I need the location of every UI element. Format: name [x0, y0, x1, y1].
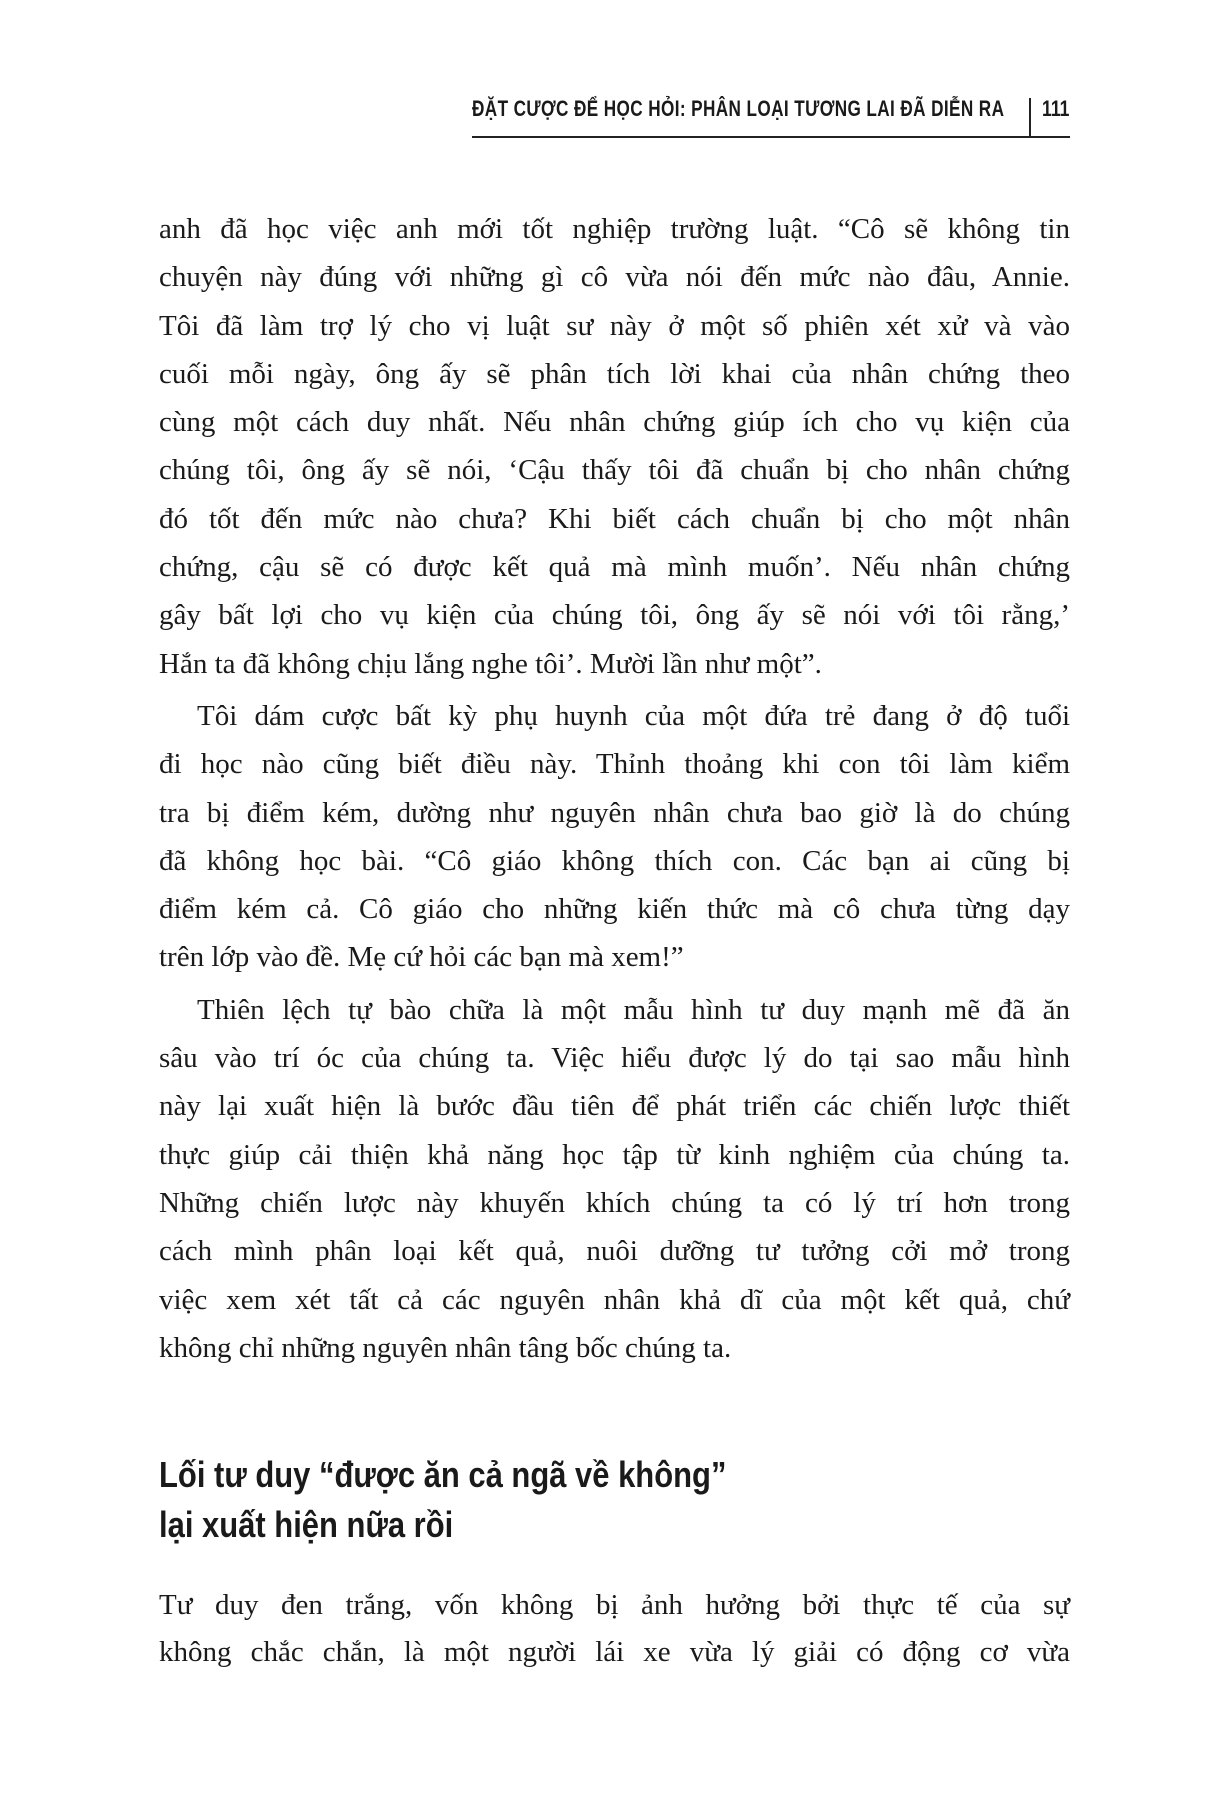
- text-line: chứng, cậu sẽ có được kết quả mà mình muốn’. Nếu nhân chứng: [159, 551, 1070, 584]
- running-header: [472, 92, 1070, 138]
- text-line: điểm kém cả. Cô giáo cho những kiến thức mà cô chưa từng dạy: [159, 893, 1070, 926]
- heading-line: lại xuất hiện nữa rồi: [159, 1504, 454, 1545]
- text-line: chuyện này đúng với những gì cô vừa nói đến mức nào đâu, Annie.: [159, 261, 1070, 294]
- text-line: thực giúp cải thiện khả năng học tập từ kinh nghiệm của chúng ta.: [159, 1138, 1070, 1171]
- text-line: Tư duy đen trắng, vốn không bị ảnh hưởng bởi thực tế của sự: [159, 1589, 1070, 1621]
- text-line: Thiên lệch tự bào chữa là một mẫu hình tư duy mạnh mẽ đã ăn: [197, 993, 1070, 1026]
- text-line: việc xem xét tất cả các nguyên nhân khả dĩ của một kết quả, chứ: [159, 1283, 1070, 1316]
- text-line: trên lớp vào đề. Mẹ cứ hỏi các bạn mà xem!”: [159, 941, 684, 974]
- text-line: gây bất lợi cho vụ kiện của chúng tôi, ông ấy sẽ nói với tôi rằng,’: [159, 599, 1070, 632]
- text-line: Tôi đã làm trợ lý cho vị luật sư này ở một số phiên xét xử và vào: [159, 309, 1070, 342]
- text-line: này lại xuất hiện là bước đầu tiên để phát triển các chiến lược thiết: [159, 1090, 1070, 1123]
- text-line: không chỉ những nguyên nhân tâng bốc chúng ta.: [159, 1331, 732, 1364]
- paragraph: [159, 986, 1070, 1372]
- text-line: anh đã học việc anh mới tốt nghiệp trường luật. “Cô sẽ không tin: [159, 213, 1070, 245]
- text-line: đã không học bài. “Cô giáo không thích con. Các bạn ai cũng bị: [159, 844, 1070, 877]
- text-line: cùng một cách duy nhất. Nếu nhân chứng giúp ích cho vụ kiện của: [159, 406, 1070, 439]
- heading-line: Lối tư duy “được ăn cả ngã về không”: [159, 1454, 727, 1495]
- section-heading: [159, 1450, 726, 1550]
- text-line: không chắc chắn, là một người lái xe vừa lý giải có động cơ vừa: [159, 1636, 1070, 1668]
- text-line: chúng tôi, ông ấy sẽ nói, ‘Cậu thấy tôi đã chuẩn bị cho nhân chứng: [159, 454, 1070, 487]
- text-line: Những chiến lược này khuyến khích chúng ta có lý trí hơn trong: [159, 1186, 1070, 1219]
- text-line: cách mình phân loại kết quả, nuôi dưỡng tư tưởng cởi mở trong: [159, 1235, 1070, 1268]
- section-paragraph: [159, 1582, 1070, 1676]
- text-line: đi học nào cũng biết điều này. Thỉnh thoảng khi con tôi làm kiểm: [159, 748, 1070, 781]
- paragraph: [159, 205, 1070, 688]
- text-line: Tôi dám cược bất kỳ phụ huynh của một đứa trẻ đang ở độ tuổi: [197, 699, 1070, 732]
- paragraph: [159, 692, 1070, 982]
- header-separator: [1029, 98, 1031, 136]
- page-number: 111: [1042, 96, 1070, 121]
- text-line: tra bị điểm kém, dường như nguyên nhân chưa bao giờ là do chúng: [159, 796, 1070, 829]
- body-text: [159, 205, 1070, 1376]
- text-line: Hắn ta đã không chịu lắng nghe tôi’. Mười lần như một”.: [159, 647, 822, 680]
- text-line: cuối mỗi ngày, ông ấy sẽ phân tích lời khai của nhân chứng theo: [159, 357, 1070, 390]
- text-line: đó tốt đến mức nào chưa? Khi biết cách chuẩn bị cho một nhân: [159, 502, 1070, 535]
- text-line: sâu vào trí óc của chúng ta. Việc hiểu được lý do tại sao mẫu hình: [159, 1042, 1070, 1075]
- running-title: ĐẶT CƯỢC ĐỂ HỌC HỎI: PHÂN LOẠI TƯƠNG LAI ĐÃ DIỄN RA: [472, 96, 1005, 121]
